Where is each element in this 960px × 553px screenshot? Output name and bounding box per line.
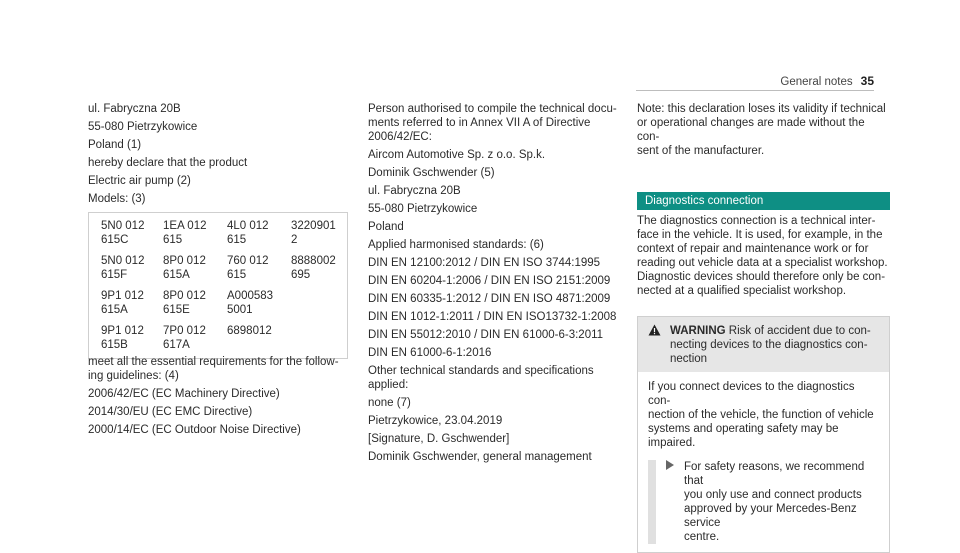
header-divider bbox=[636, 90, 874, 91]
text-line: 2014/30/EU (EC EMC Directive) bbox=[88, 406, 253, 418]
text-paragraph: Other technical standards and specifications applied: bbox=[368, 365, 594, 391]
text-line: DIN EN 12100:2012 / DIN EN ISO 3744:1995 bbox=[368, 257, 601, 269]
warning-explanation: If you connect devices to the diagnostics con- nection of the vehicle, the function of vehicle systems and operating safety may be impaired. bbox=[648, 381, 874, 449]
table-cell: 4L0 012 615 bbox=[227, 220, 269, 246]
text-line: Poland (1) bbox=[88, 139, 142, 151]
table-cell: 3220901 2 bbox=[291, 220, 336, 246]
table-cell: 760 012 615 bbox=[227, 255, 269, 281]
table-cell: 9P1 012 615B bbox=[101, 325, 144, 351]
column-left bbox=[88, 102, 348, 359]
text-line: Dominik Gschwender (5) bbox=[368, 167, 495, 179]
text-paragraph: Person authorised to compile the technical docu- ments referred to in Annex VII A of Directive 2006/42/EC: bbox=[368, 103, 617, 143]
table-cell bbox=[281, 324, 345, 352]
table-cell: 8P0 012 615E bbox=[163, 290, 206, 316]
text-line: ul. Fabryczna 20B bbox=[88, 103, 181, 115]
text-line: [Signature, D. Gschwender] bbox=[368, 433, 510, 445]
text-line: Dominik Gschwender, general management bbox=[368, 451, 592, 463]
text-line: Electric air pump (2) bbox=[88, 175, 191, 187]
column-right bbox=[637, 102, 890, 553]
text-line: Aircom Automotive Sp. z o.o. Sp.k. bbox=[368, 149, 546, 161]
text-line: DIN EN 1012-1:2011 / DIN EN ISO13732-1:2008 bbox=[368, 311, 617, 323]
table-row bbox=[89, 289, 347, 317]
text-line: Poland bbox=[368, 221, 404, 233]
text-line: DIN EN 61000-6-1:2016 bbox=[368, 347, 492, 359]
warning-tip bbox=[648, 460, 879, 544]
page-header bbox=[780, 74, 874, 89]
text-line: ul. Fabryczna 20B bbox=[368, 185, 461, 197]
text-line: Models: (3) bbox=[88, 193, 146, 205]
table-cell: 8P0 012 615A bbox=[163, 255, 206, 281]
tip-bar bbox=[648, 460, 656, 544]
warning-box bbox=[637, 316, 890, 553]
section-title: General notes bbox=[780, 76, 853, 88]
column-left-continued bbox=[88, 355, 348, 441]
text-line: DIN EN 60204-1:2006 / DIN EN ISO 2151:2009 bbox=[368, 275, 611, 287]
arrow-right-icon bbox=[666, 460, 678, 544]
text-line: 2006/42/EC (EC Machinery Directive) bbox=[88, 388, 280, 400]
table-row bbox=[89, 324, 347, 352]
text-line: none (7) bbox=[368, 397, 411, 409]
tip-text: For safety reasons, we recommend that you only use and connect products approved by your Mercedes-Benz service centre. bbox=[684, 461, 865, 543]
warning-text bbox=[670, 324, 871, 366]
warning-body bbox=[638, 372, 889, 552]
table-row bbox=[89, 254, 347, 282]
table-cell: 1EA 012 615 bbox=[163, 220, 207, 246]
diagnostics-description: The diagnostics connection is a technical inter- face in the vehicle. It is used, for example, in the context of repair and maintenance work or for reading out vehicle data at a specialist workshop. Diagnostic devices should therefore only be con- nected at a qualified specialist workshop. bbox=[637, 215, 888, 297]
text-line: hereby declare that the product bbox=[88, 157, 248, 169]
text-line: Pietrzykowice, 23.04.2019 bbox=[368, 415, 503, 427]
warning-message: Risk of accident due to con- necting devices to the diagnostics con- nection bbox=[670, 325, 871, 365]
table-cell bbox=[281, 289, 345, 317]
table-cell: 7P0 012 617A bbox=[163, 325, 206, 351]
text-line: 55-080 Pietrzykowice bbox=[88, 121, 198, 133]
table-cell: 5N0 012 615C bbox=[101, 220, 145, 246]
models-table bbox=[88, 212, 348, 359]
warning-triangle-icon bbox=[648, 324, 662, 366]
text-paragraph: meet all the essential requirements for the follow- ing guidelines: (4) bbox=[88, 356, 339, 382]
text-line: 2000/14/EC (EC Outdoor Noise Directive) bbox=[88, 424, 301, 436]
table-cell: 8888002 695 bbox=[291, 255, 336, 281]
text-line: 55-080 Pietrzykowice bbox=[368, 203, 478, 215]
declaration-note: Note: this declaration loses its validity if technical or operational changes are made without the con- sent of the manufacturer. bbox=[637, 103, 886, 157]
page-number: 35 bbox=[860, 74, 874, 88]
text-line: DIN EN 60335-1:2012 / DIN EN ISO 4871:2009 bbox=[368, 293, 611, 305]
table-cell: 5N0 012 615F bbox=[101, 255, 145, 281]
column-middle bbox=[368, 102, 618, 468]
table-cell: 9P1 012 615A bbox=[101, 290, 144, 316]
warning-header bbox=[638, 317, 889, 372]
table-row bbox=[89, 219, 347, 247]
section-heading-diagnostics: Diagnostics connection bbox=[637, 192, 890, 210]
warning-label: WARNING bbox=[670, 325, 726, 337]
text-line: Applied harmonised standards: (6) bbox=[368, 239, 544, 251]
table-cell: 6898012 bbox=[227, 325, 272, 337]
text-line: DIN EN 55012:2010 / DIN EN 61000-6-3:2011 bbox=[368, 329, 604, 341]
table-cell: A000583 5001 bbox=[227, 290, 274, 316]
